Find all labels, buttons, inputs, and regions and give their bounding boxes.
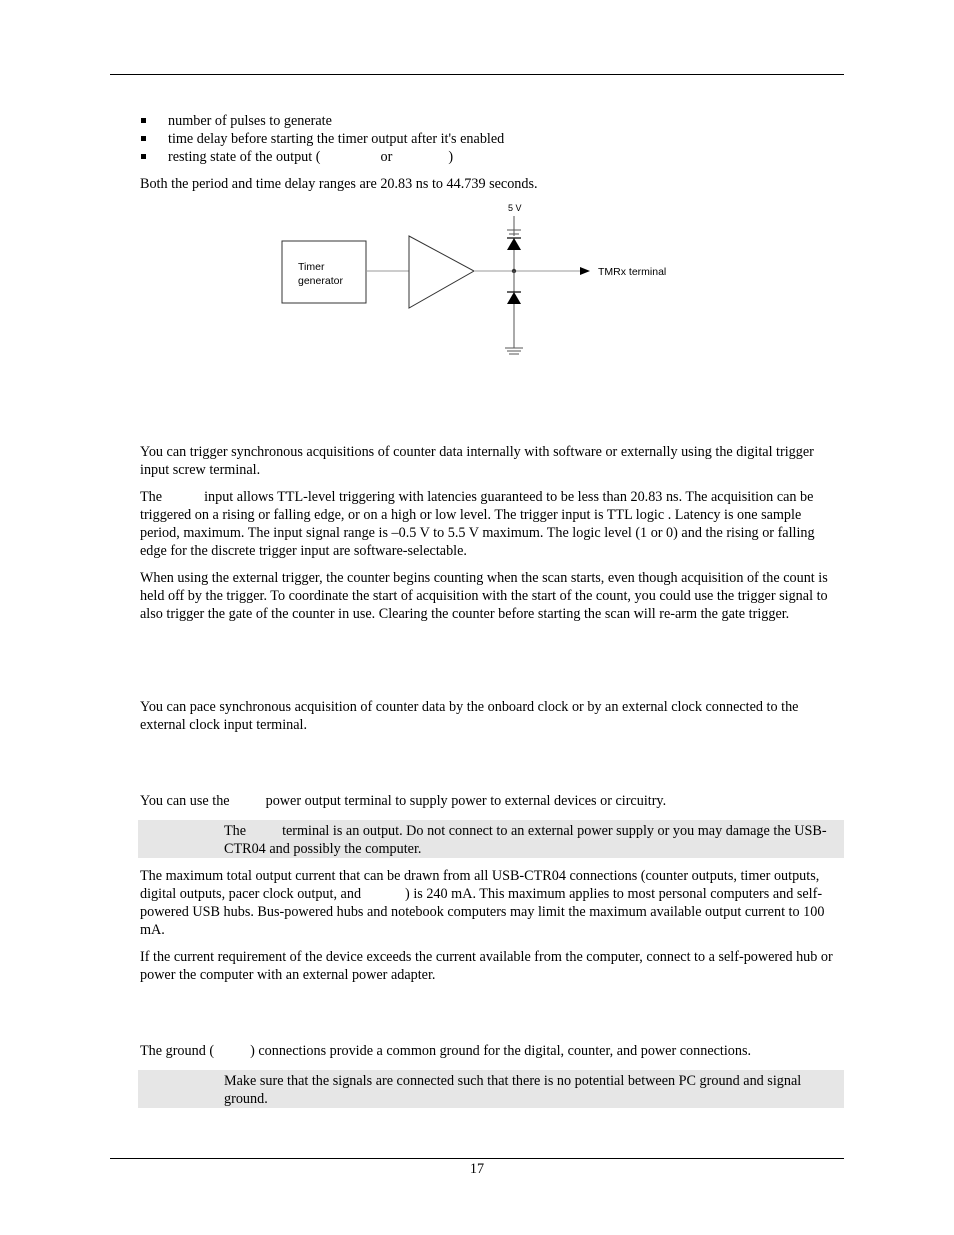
ground-note: Make sure that the signals are connected such that there is no potential between PC ground and signal ground.: [138, 1070, 844, 1108]
terminal-label: TMRx terminal: [598, 266, 667, 278]
bullet-list: [140, 112, 840, 166]
power-caution-note: The terminal is an output. Do not connect to an external power supply or you may damage the USB-CTR04 and possibly the computer.: [138, 820, 844, 858]
lower-diode-icon: [507, 292, 521, 304]
ground-paragraph: The ground ( ) connections provide a common ground for the digital, counter, and power connections.: [140, 1043, 752, 1059]
list-item: number of pulses to generate: [140, 112, 840, 130]
power-paragraph-1: You can use the power output terminal to supply power to external devices or circuitry.: [140, 793, 667, 809]
vcc-label: 5 V: [508, 203, 522, 213]
clock-paragraph: You can pace synchronous acquisition of counter data by the onboard clock or by an external clock connected to theexternal clock input terminal.: [140, 699, 799, 733]
timer-label: Timer: [298, 261, 325, 273]
power-paragraph-3: If the current requirement of the device exceeds the current available from the computer, connect to a self-powered hub or power the computer with an external power adapter.: [140, 949, 833, 983]
list-item: resting state of the output ( or ): [140, 148, 840, 166]
trigger-paragraph-1: You can trigger synchronous acquisitions of counter data internally with software or externally using the digital trigger input screw terminal.: [140, 444, 814, 478]
range-paragraph: Both the period and time delay ranges are 20.83 ns to 44.739 seconds.: [140, 176, 538, 192]
arrow-icon: [580, 267, 590, 275]
trigger-paragraph-2: The input allows TTL-level triggering with latencies guaranteed to be less than 20.83 ns. The acquisition can be triggered on a rising or falling edge, or on a high or low level. The trigger input is TTL logic . Latency is one sample period, maximum. The input signal range is –0.5 V to 5.5 V maximum. The logic level (1 or 0) and the rising or falling edge for the discrete trigger input are software-selectable.: [140, 489, 815, 559]
power-paragraph-2: The maximum total output current that can be drawn from all USB-CTR04 connections (counter outputs, timer outputs, digital outputs, pacer clock output, and ) is 240 mA. This maximum applies to most personal computers and self-powered USB hubs. Bus-powered hubs and notebook computers may limit the maximum available output current to 100 mA.: [140, 868, 825, 938]
trigger-paragraph-3: When using the external trigger, the counter begins counting when the scan starts, even though acquisition of the count is held off by the trigger. To coordinate the start of acquisition with the start of the count, you could use the trigger signal to also trigger the gate of the counter in use. Clearing the counter before starting the scan will re-arm the gate trigger.: [140, 570, 828, 622]
page-number: 17: [469, 1161, 485, 1177]
footer-rule: [110, 1158, 844, 1159]
list-item: time delay before starting the timer output after it's enabled: [140, 130, 840, 148]
timer-output-diagram: [270, 196, 720, 366]
buffer-amplifier-icon: [409, 236, 474, 308]
header-rule: [110, 74, 844, 75]
upper-diode-icon: [507, 238, 521, 250]
generator-label: generator: [298, 275, 343, 287]
